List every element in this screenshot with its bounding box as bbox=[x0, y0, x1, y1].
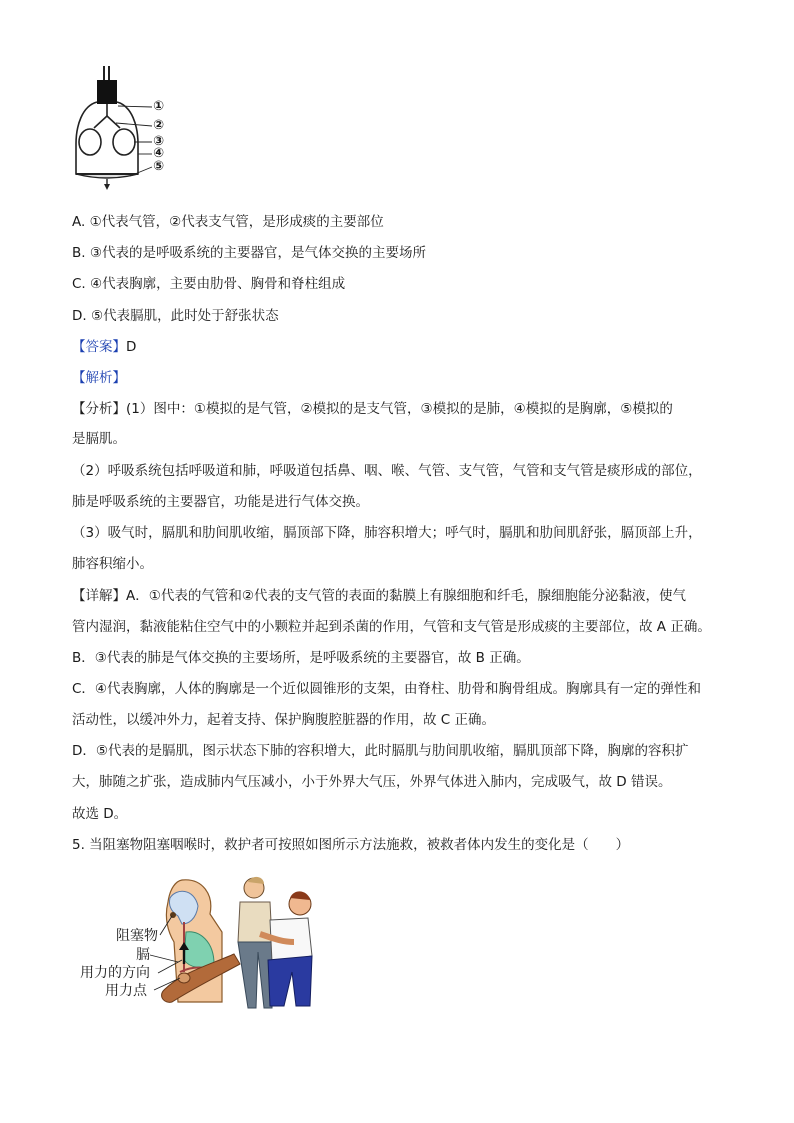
label-obstruction: 阻塞物 bbox=[116, 928, 158, 944]
analysis-line-6: 肺容积缩小。 bbox=[72, 556, 153, 572]
answer-row bbox=[72, 337, 136, 357]
detail-line-6: D．⑤代表的是膈肌，图示状态下肺的容积增大，此时膈肌与肋间肌收缩，膈肌顶部下降，胸廓的容积扩 bbox=[72, 743, 689, 759]
marker-1: ① bbox=[153, 99, 165, 114]
analysis-line-3: （2）呼吸系统包括呼吸道和肺，呼吸道包括鼻、咽、喉、气管、支气管，气管和支气管是痰形成的部位， bbox=[72, 463, 702, 479]
analysis-line-5: （3）吸气时，膈肌和肋间肌收缩，膈顶部下降，肺容积增大；呼气时，膈肌和肋间肌舒张，膈顶部上升， bbox=[72, 525, 702, 541]
detail-line-1: 【详解】A．①代表的气管和②代表的支气管的表面的黏膜上有腺细胞和纤毛，腺细胞能分泌黏液，使气 bbox=[72, 588, 686, 604]
analysis-line-2: 是膈肌。 bbox=[72, 431, 126, 447]
marker-3: ③ bbox=[153, 134, 165, 149]
detail-line-4: C．④代表胸廓，人体的胸廓是一个近似圆锥形的支架，由脊柱、肋骨和胸骨组成。胸廓具有一定的弹性和 bbox=[72, 681, 702, 697]
analysis-line-4: 肺是呼吸系统的主要器官，功能是进行气体交换。 bbox=[72, 494, 369, 510]
detail-line-8: 故选 D。 bbox=[72, 806, 128, 822]
answer-value: D bbox=[126, 339, 137, 355]
detail-line-2: 管内湿润，黏液能粘住空气中的小颗粒并起到杀菌的作用，气管和支气管是形成痰的主要部位，故 A 正确。 bbox=[72, 619, 711, 635]
marker-2: ② bbox=[153, 118, 165, 133]
option-c: C. ④代表胸廓，主要由肋骨、胸骨和脊柱组成 bbox=[72, 276, 346, 292]
analysis-line-1: 【分析】(1）图中：①模拟的是气管，②模拟的是支气管，③模拟的是肺，④模拟的是胸廓，⑤模拟的 bbox=[72, 401, 673, 417]
question-5: 5. 当阻塞物阻塞咽喉时，救护者可按照如图所示方法施救，被救者体内发生的变化是（ ） bbox=[72, 837, 630, 853]
answer-label: 【答案】 bbox=[72, 339, 126, 355]
label-diaphragm: 膈 bbox=[136, 947, 150, 963]
option-b: B. ③代表的是呼吸系统的主要器官，是气体交换的主要场所 bbox=[72, 245, 426, 261]
option-a: A. ①代表气管，②代表支气管，是形成痰的主要部位 bbox=[72, 214, 384, 230]
option-d: D. ⑤代表膈肌，此时处于舒张状态 bbox=[72, 308, 279, 324]
marker-4: ④ bbox=[153, 146, 165, 161]
bell-jar-lung-model-figure bbox=[70, 66, 210, 191]
detail-line-5: 活动性，以缓冲外力，起着支持、保护胸腹腔脏器的作用，故 C 正确。 bbox=[72, 712, 496, 728]
detail-line-7: 大，肺随之扩张，造成肺内气压减小，小于外界大气压，外界气体进入肺内，完成吸气，故 D 错误。 bbox=[72, 774, 672, 790]
label-force-point: 用力点 bbox=[105, 983, 147, 999]
detail-line-3: B．③代表的肺是气体交换的主要场所，是呼吸系统的主要器官，故 B 正确。 bbox=[72, 650, 530, 666]
label-force-direction: 用力的方向 bbox=[80, 965, 150, 981]
marker-5: ⑤ bbox=[153, 159, 165, 174]
analysis-label: 【解析】 bbox=[72, 370, 126, 386]
